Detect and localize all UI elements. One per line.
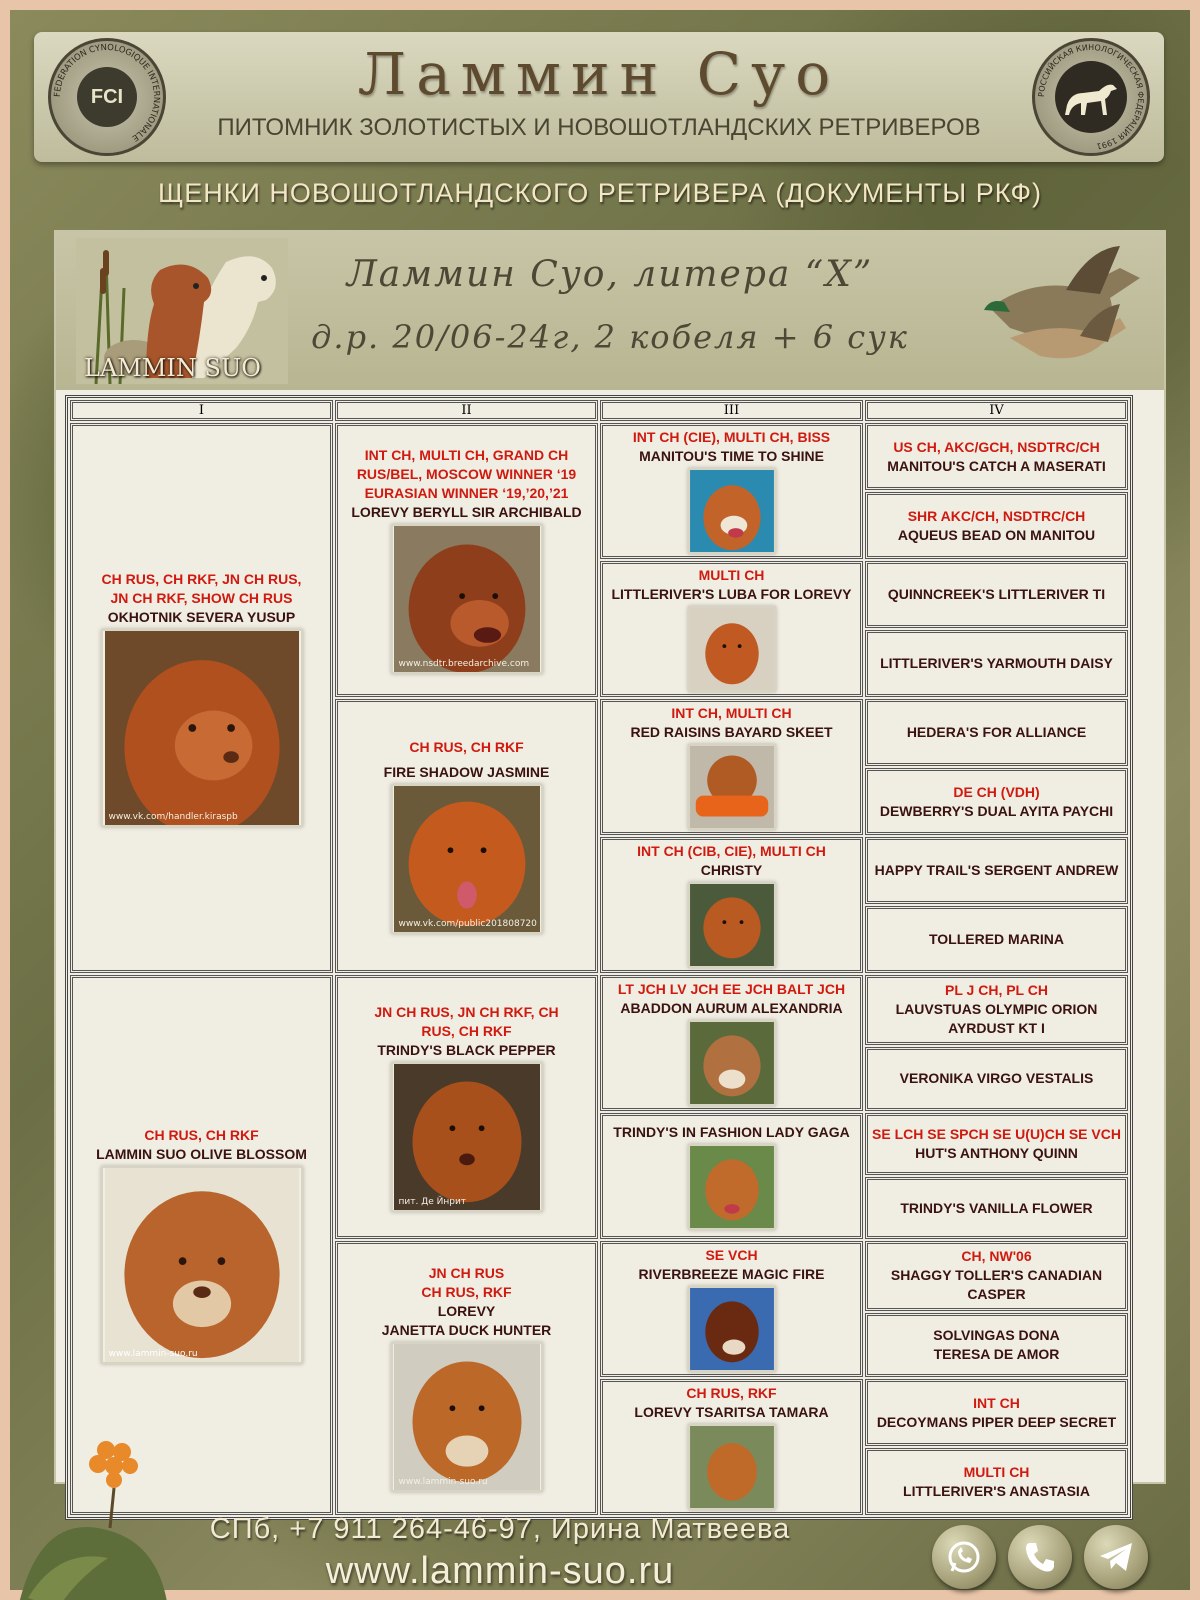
sire-mf-titles: INT CH, MULTI CH (671, 705, 792, 721)
sire-mf-name: RED RAISINS BAYARD SKEET (630, 724, 833, 740)
sire-mother-photo-caption: www.vk.com/public201808720 (398, 919, 537, 929)
dam-fm-name: TRINDY'S IN FASHION LADY GAGA (613, 1123, 850, 1140)
sire-ff-name: MANITOU'S TIME TO SHINE (639, 448, 824, 464)
sire-mm-cell (600, 837, 863, 973)
whatsapp-icon (944, 1537, 984, 1577)
dam-father-photo (391, 1062, 543, 1212)
puppies-title: ЩЕНКИ НОВОШОТЛАНДСКОГО РЕТРИВЕРА (ДОКУМЕНТЫ РКФ) (157, 178, 1043, 208)
sire-ffm-titles: SHR AKC/CH, NSDTRC/CH (907, 507, 1086, 524)
dam-fm-photo (688, 1144, 776, 1230)
dam-mother-name-line2: JANETTA DUCK HUNTER (381, 1322, 552, 1338)
dam-mmm-name: LITTLERIVER'S ANASTASIA (903, 1482, 1090, 1499)
rkf-ring-icon (1032, 38, 1150, 156)
dam-mother-titles-line2: CH RUS, RKF (421, 1284, 512, 1300)
sire-ffm-cell (865, 492, 1128, 559)
dam-mff-titles: CH, NW'06 (961, 1248, 1032, 1265)
column-header-1: I (70, 400, 333, 421)
dam-mfm-name-line2: TERESA DE AMOR (933, 1345, 1060, 1362)
contact-info: СПб, +7 911 264-46-97, Ирина Матвеева (209, 1513, 791, 1545)
sire-fm-cell (600, 561, 863, 697)
sire-mf-photo (688, 744, 776, 830)
website-link[interactable]: www.lammin-suo.ru (325, 1550, 675, 1592)
sire-father-name: LOREVY BERYLL SIR ARCHIBALD (351, 504, 582, 520)
sire-photo-caption: www.vk.com/handler.kiraspb (108, 811, 238, 822)
dam-mother-name-line1: LOREVY (437, 1303, 496, 1319)
dam-father-cell (335, 975, 598, 1239)
dam-fmf-name: HUT'S ANTHONY QUINN (915, 1145, 1078, 1161)
dam-mf-cell (600, 1241, 863, 1377)
rkf-ring-text: РОССИЙСКАЯ КИНОЛОГИЧЕСКАЯ ФЕДЕРАЦИЯ 1991 (1036, 42, 1146, 151)
dam-ff-cell (600, 975, 863, 1111)
dam-mother-photo-caption: www.lammin-suo.ru (398, 1477, 488, 1487)
dam-mm-photo (688, 1424, 776, 1510)
sire-fmm-cell (865, 630, 1128, 697)
svg-text:РОССИЙСКАЯ КИНОЛОГИЧЕСКАЯ ФЕДЕ (1037, 43, 1145, 151)
sire-ff-photo (688, 468, 776, 554)
sire-mfm-cell (865, 768, 1128, 835)
pedigree-table (65, 395, 1133, 1520)
dam-mother-titles-line1: JN CH RUS (428, 1265, 505, 1281)
dam-mff-cell (865, 1241, 1128, 1311)
sire-mff-cell (865, 699, 1128, 766)
fci-logo-text: FCI (77, 67, 137, 127)
column-header-2: II (335, 400, 598, 421)
sire-mother-titles: CH RUS, CH RKF (409, 739, 524, 755)
header-plaque (34, 32, 1164, 162)
sire-mfm-name: DEWBERRY'S DUAL AYITA PAYCHI (879, 802, 1114, 819)
sire-father-cell (335, 423, 598, 697)
dam-photo (101, 1166, 303, 1364)
sire-mmm-cell (865, 906, 1128, 973)
kennel-subtitle: ПИТОМНИК ЗОЛОТИСТЫХ И НОВОШОТЛАНДСКИХ РЕТРИВЕРОВ (217, 114, 981, 141)
rkf-logo (1032, 38, 1150, 156)
dam-mm-cell (600, 1379, 863, 1515)
dam-mmm-titles: MULTI CH (963, 1463, 1030, 1480)
dam-fmm-name: TRINDY'S VANILLA FLOWER (900, 1199, 1093, 1216)
phone-icon (1020, 1537, 1060, 1577)
dam-fmf-titles: SE LCH SE SPCH SE U(U)CH SE VCH (872, 1126, 1121, 1142)
dam-mm-titles: CH RUS, RKF (686, 1385, 777, 1401)
sire-titles: CH RUS, CH RKF, JN CH RUS, JN CH RKF, SHOW CH RUS (101, 570, 302, 606)
sire-fmf-cell (865, 561, 1128, 628)
sire-mff-name: HEDERA'S FOR ALLIANCE (906, 724, 1087, 740)
sire-mm-titles: INT CH (CIB, CIE), MULTI CH (637, 843, 826, 859)
dam-photo-caption: www.lammin-suo.ru (108, 1349, 198, 1359)
sire-mmf-name: HAPPY TRAIL'S SERGENT ANDREW (874, 862, 1119, 878)
whatsapp-button[interactable] (932, 1525, 996, 1589)
sire-fmm-name: LITTLERIVER'S YARMOUTH DAISY (880, 655, 1113, 671)
sire-cell (70, 423, 333, 973)
dam-fff-titles: PL J CH, PL CH (945, 982, 1048, 999)
dam-mf-name: RIVERBREEZE MAGIC FIRE (638, 1266, 825, 1282)
dam-ff-titles: LT JCH LV JCH EE JCH BALT JCH (617, 981, 846, 997)
dam-fff-name: LAUVSTUAS OLYMPIC ORION AYRDUST KT I (895, 1001, 1098, 1037)
sire-mmf-cell (865, 837, 1128, 904)
ducks-illustration (970, 238, 1150, 378)
sire-fff-cell (865, 423, 1128, 490)
fci-ring-text: FEDERATION CYNOLOGIQUE INTERNATIONALE (52, 42, 162, 143)
litter-banner (56, 232, 1164, 390)
telegram-icon (1096, 1537, 1136, 1577)
sire-fff-name: MANITOU'S CATCH A MASERATI (887, 457, 1106, 474)
pedigree-panel (54, 230, 1166, 1499)
sire-ffm-name: AQUEUS BEAD ON MANITOU (897, 526, 1096, 543)
sire-father-photo-caption: www.nsdtr.breedarchive.com (398, 659, 530, 669)
sire-fm-name: LITTLERIVER'S LUBA FOR LOREVY (611, 586, 852, 602)
sire-father-photo (391, 524, 543, 674)
sire-ff-titles: INT CH (CIE), MULTI CH, BISS (632, 429, 831, 445)
kennel-brand-title: Ламмин Суо (357, 40, 841, 108)
dam-mother-cell (335, 1241, 598, 1515)
sire-mother-name: FIRE SHADOW JASMINE (383, 764, 550, 780)
phone-button[interactable] (1008, 1525, 1072, 1589)
dam-ffm-cell (865, 1047, 1128, 1111)
telegram-button[interactable] (1084, 1525, 1148, 1589)
page-frame (10, 10, 1190, 1590)
dam-ff-photo (688, 1020, 776, 1106)
dam-mf-photo (688, 1286, 776, 1372)
sire-mm-photo (688, 882, 776, 968)
sire-mfm-titles: DE CH (VDH) (953, 783, 1040, 800)
sire-fmf-name: QUINNCREEK'S LITTLERIVER TI (887, 586, 1106, 602)
dam-titles: CH RUS, CH RKF (144, 1127, 259, 1143)
column-header-3: III (600, 400, 863, 421)
sire-fm-photo (688, 606, 776, 692)
dam-father-titles: JN CH RUS, JN CH RKF, CH RUS, CH RKF (374, 1003, 559, 1039)
column-header-4: IV (865, 400, 1128, 421)
lammin-suo-logo-text: LAMMIN SUO (84, 354, 261, 382)
sire-mf-cell (600, 699, 863, 835)
sire-fff-titles: US CH, AKC/GCH, NSDTRC/CH (893, 438, 1100, 455)
dam-ff-name: ABADDON AURUM ALEXANDRIA (620, 1000, 843, 1016)
dam-mmf-name: DECOYMANS PIPER DEEP SECRET (876, 1413, 1117, 1430)
dam-fmf-cell (865, 1113, 1128, 1175)
dam-fff-cell (865, 975, 1128, 1045)
dam-name: LAMMIN SUO OLIVE BLOSSOM (96, 1146, 307, 1162)
dam-mfm-cell (865, 1313, 1128, 1377)
dam-mother-photo (391, 1342, 543, 1492)
dam-mf-titles: SE VCH (705, 1247, 758, 1263)
sire-photo (101, 629, 303, 827)
dam-mmf-titles: INT CH (973, 1394, 1020, 1411)
sire-mother-photo (391, 784, 543, 934)
sire-ff-cell (600, 423, 863, 559)
dam-mmm-cell (865, 1448, 1128, 1515)
dam-mfm-name-line1: SOLVINGAS DONA (933, 1326, 1060, 1343)
sire-mother-cell (335, 699, 598, 973)
sire-father-titles: INT CH, MULTI CH, GRAND CH RUS/BEL, MOSCOW WINNER ‘19 EURASIAN WINNER ‘19,’20,’21 (356, 447, 577, 501)
dam-mff-name: SHAGGY TOLLER'S CANADIAN CASPER (890, 1267, 1103, 1303)
dam-mmf-cell (865, 1379, 1128, 1446)
dam-father-name: TRINDY'S BLACK PEPPER (377, 1041, 556, 1058)
dam-fmm-cell (865, 1177, 1128, 1239)
sire-mmm-name: TOLLERED MARINA (928, 931, 1065, 947)
litter-name: Ламмин Суо, литера “Х” (346, 254, 874, 295)
dam-ffm-name: VERONIKA VIRGO VESTALIS (899, 1070, 1094, 1087)
litter-birth-info: д.р. 20/06-24г, 2 кобеля + 6 сук (311, 318, 909, 356)
sire-name: OKHOTNIK SEVERA YUSUP (107, 608, 296, 625)
dam-fm-cell (600, 1113, 863, 1239)
dam-father-photo-caption: пит. Де Йнрит (398, 1196, 467, 1207)
sire-mm-name: CHRISTY (700, 862, 763, 878)
sire-fm-titles: MULTI CH (698, 567, 765, 583)
dam-mm-name: LOREVY TSARITSA TAMARA (634, 1404, 829, 1420)
